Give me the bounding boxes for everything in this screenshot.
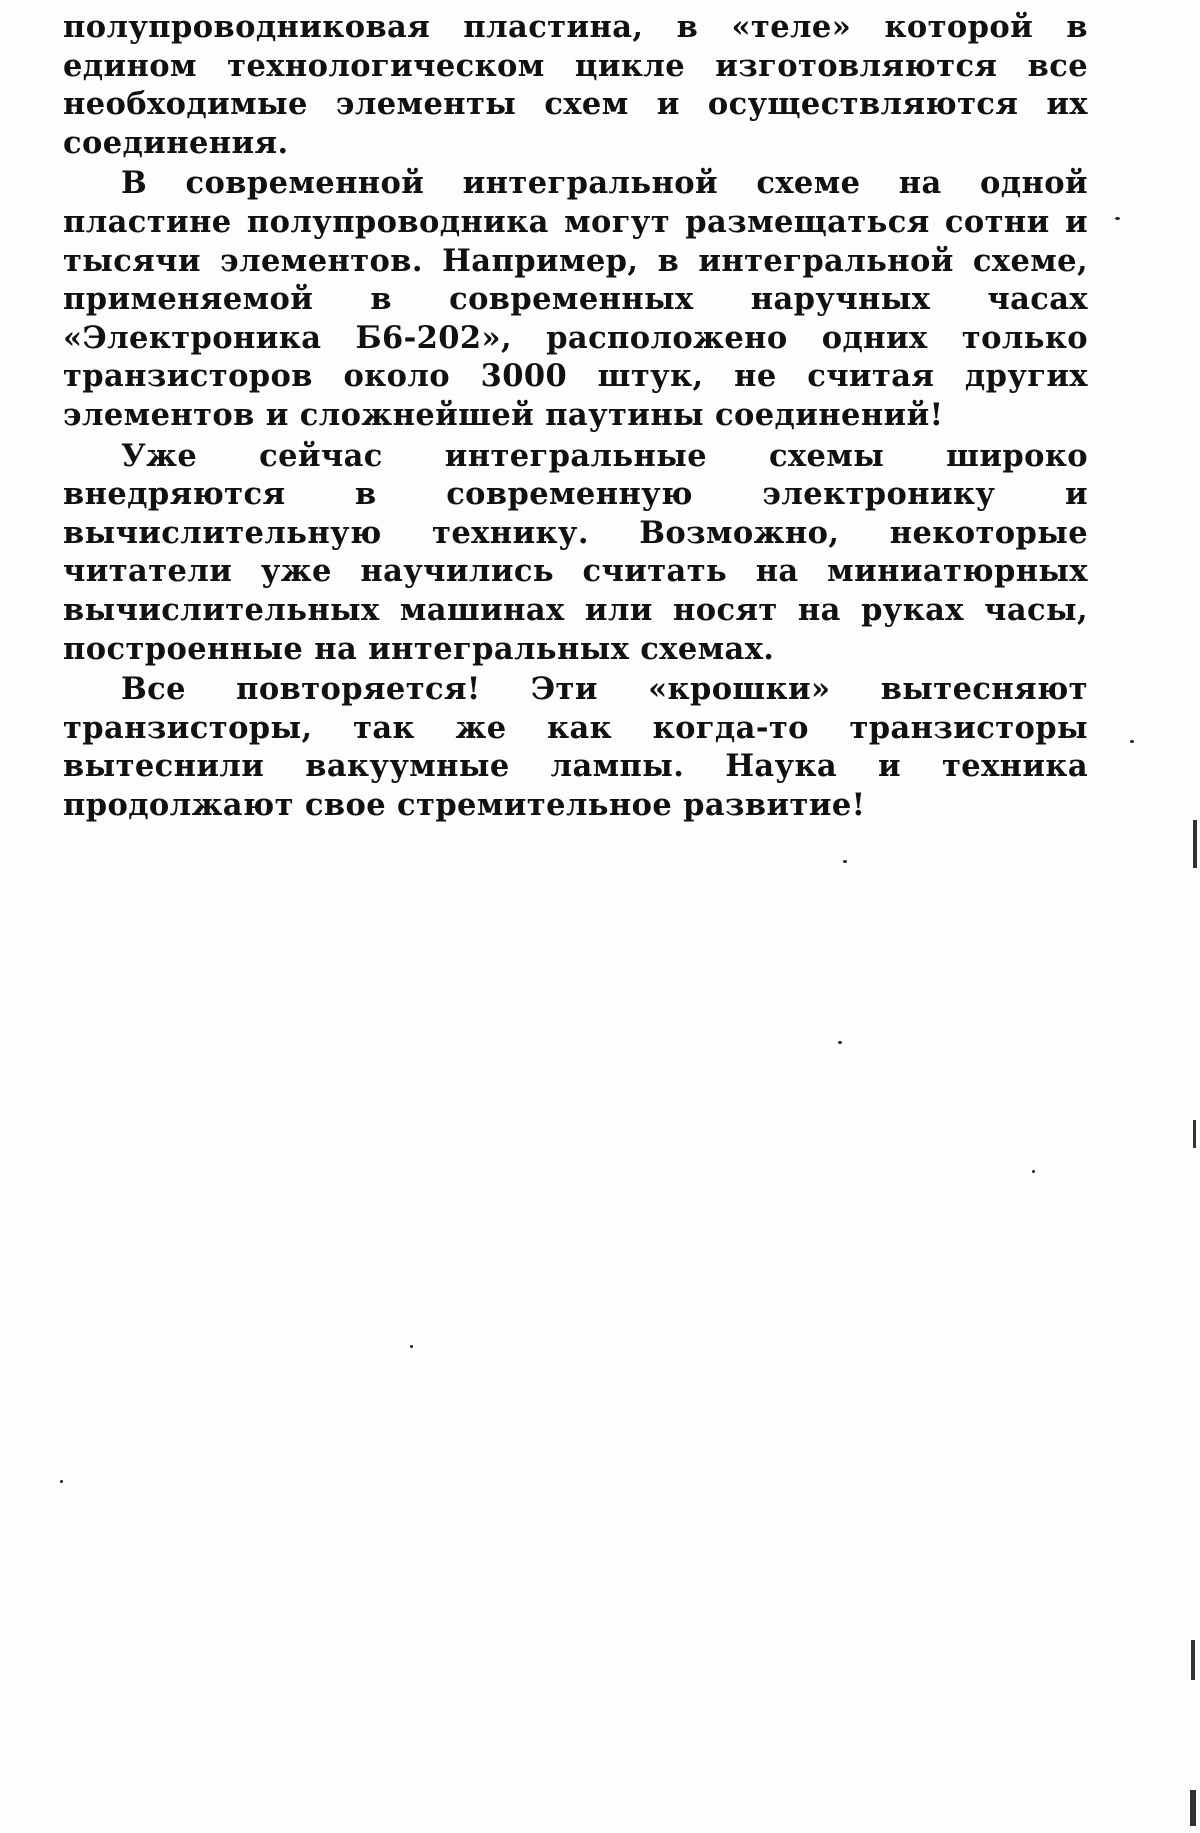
body-text: [63, 8, 1088, 824]
paragraph-3: Уже сейчас интегральные схемы широко внедряются в современную электронику и вычислительную технику. Возможно, некоторые читатели уже научились считать на миниатюрных вычислительных машинах или носят на руках часы, построенные на интегральных схемах.: [63, 437, 1088, 667]
scan-speck: [1032, 1170, 1035, 1173]
scan-speck: [1115, 217, 1120, 220]
margin-artifact: [1193, 1120, 1196, 1148]
margin-artifact: [1190, 1790, 1196, 1826]
paragraph-2: В современной интегральной схеме на одной пластине полупроводника могут размещаться сотни и тысячи элементов. Например, в интегральной схеме, применяемой в современных наручных часах «Электроника Б6-202», расположено одних только транзисторов около 3000 штук, не считая других элементов и сложнейшей паутины соединений!: [63, 165, 1088, 433]
margin-artifact: [1193, 820, 1197, 868]
scan-speck: [60, 1480, 63, 1483]
scan-speck: [1130, 740, 1134, 743]
scan-speck: [843, 860, 847, 863]
paragraph-1: полупроводниковая пластина, в «теле» которой в едином технологическом цикле изготовляются все необходимые элементы схем и осуществляются их соединения.: [63, 9, 1088, 161]
margin-artifact: [1191, 1640, 1195, 1680]
scan-speck: [838, 1041, 842, 1044]
scan-speck: [410, 1345, 413, 1348]
paragraph-4: Все повторяется! Эти «крошки» вытесняют транзисторы, так же как когда-то транзисторы вытеснили вакуумные лампы. Наука и техника продолжают свое стремительное развитие!: [63, 671, 1088, 823]
